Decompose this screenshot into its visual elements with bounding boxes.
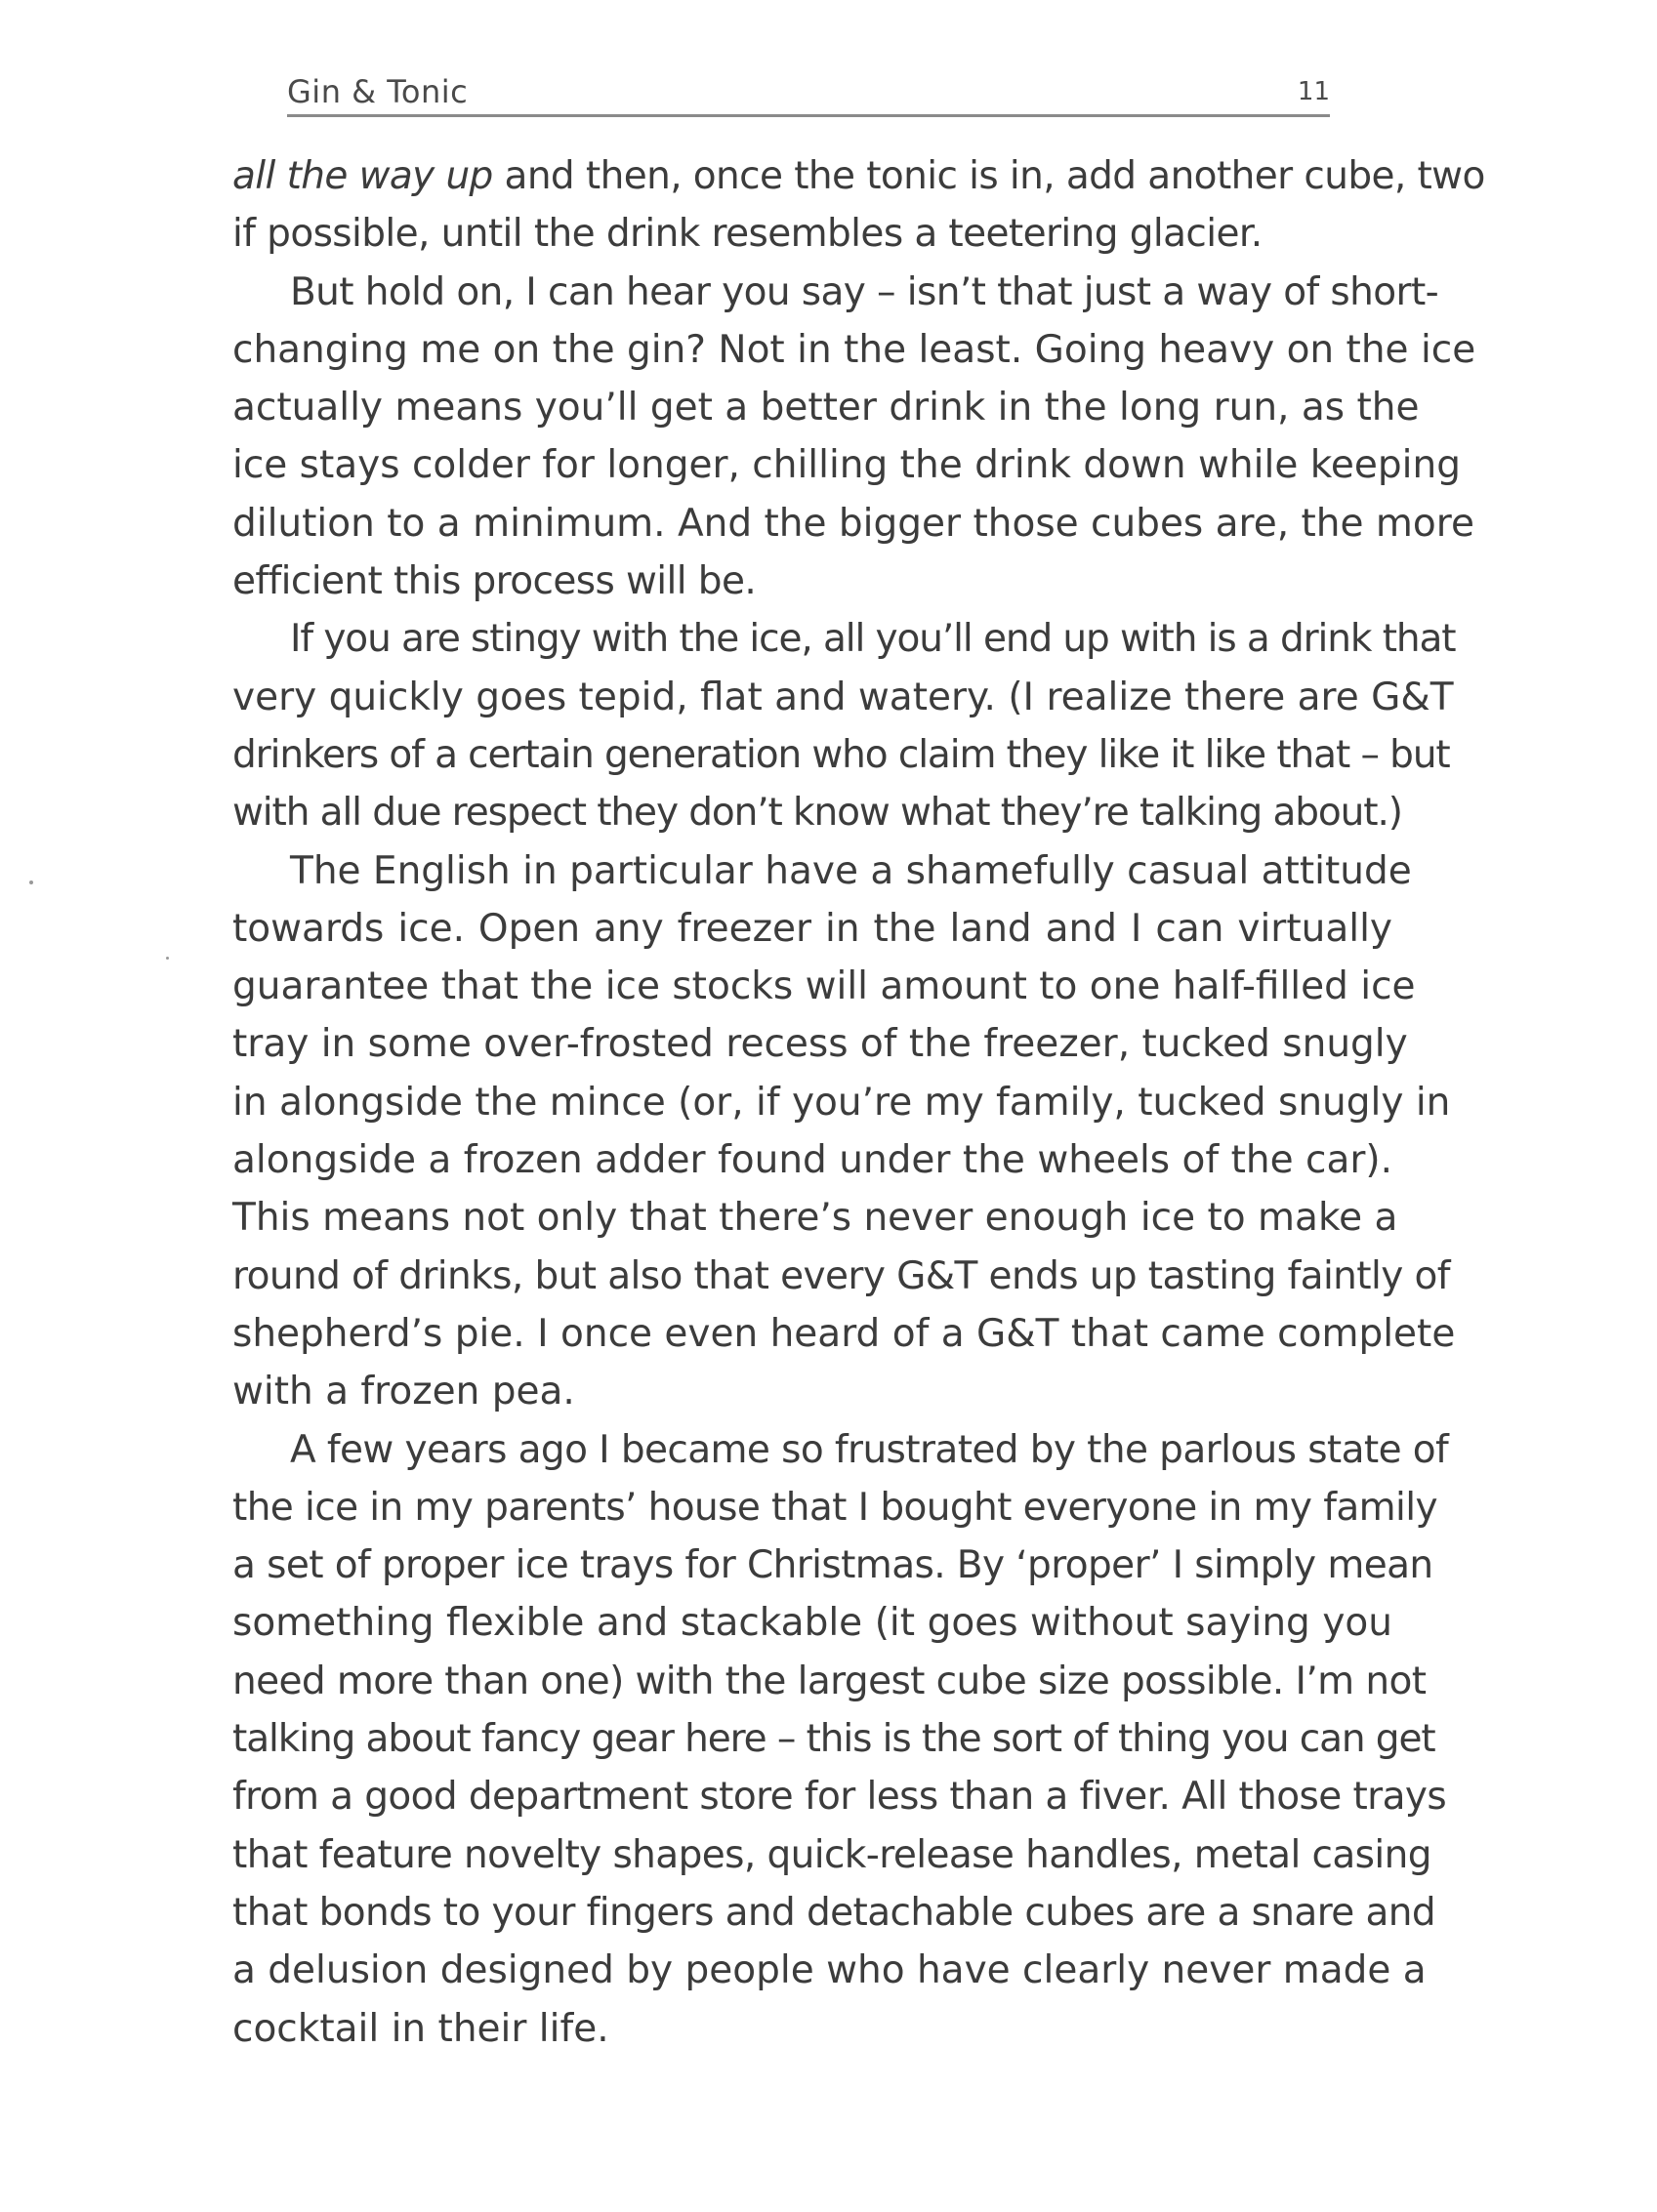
text-line: talking about fancy gear here – this is the sort of thing you can get [232, 1717, 1435, 1762]
text-line: with a frozen pea. [232, 1370, 575, 1414]
italic-phrase: all the way up [232, 154, 493, 198]
running-header [287, 72, 1330, 117]
text-line: that feature novelty shapes, quick-release handles, metal casing [232, 1832, 1431, 1877]
text-line: changing me on the gin? Not in the least. Going heavy on the ice [232, 327, 1476, 372]
paragraph-first-line: But hold on, I can hear you say – isn’t that just a way of short- [290, 269, 1439, 314]
text-line: This means not only that there’s never enough ice to make a [232, 1196, 1398, 1241]
text-line: all the way up and then, once the tonic is in, add another cube, two [232, 154, 1485, 198]
scan-speck [29, 881, 33, 884]
running-title: Gin & Tonic [287, 73, 469, 110]
text-line: towards ice. Open any freezer in the land and I can virtually [232, 906, 1392, 951]
paragraph-first-line: If you are stingy with the ice, all you’ll end up with is a drink that [290, 617, 1456, 662]
text-line: something flexible and stackable (it goes without saying you [232, 1601, 1392, 1646]
text-line: dilution to a minimum. And the bigger those cubes are, the more [232, 501, 1474, 546]
text-line: the ice in my parents’ house that I bought everyone in my family [232, 1485, 1437, 1530]
page-number: 11 [1297, 77, 1330, 106]
body-text [232, 147, 1485, 2058]
scan-speck [166, 957, 169, 960]
text-line: guarantee that the ice stocks will amount to one half-filled ice [232, 964, 1416, 1009]
text-line: in alongside the mince (or, if you’re my family, tucked snugly in [232, 1080, 1451, 1125]
text-line: tray in some over-frosted recess of the freezer, tucked snugly [232, 1022, 1408, 1067]
text-line: a delusion designed by people who have clearly never made a [232, 1948, 1427, 1993]
text-line: efficient this process will be. [232, 559, 757, 604]
text-line: shepherd’s pie. I once even heard of a G&T that came complete [232, 1311, 1456, 1356]
text-line: need more than one) with the largest cube size possible. I’m not [232, 1659, 1427, 1703]
text-line: that bonds to your fingers and detachable cubes are a snare and [232, 1890, 1436, 1935]
paragraph-first-line: The English in particular have a shamefully casual attitude [290, 848, 1412, 893]
text-line: from a good department store for less than a fiver. All those trays [232, 1775, 1447, 1820]
text-line: round of drinks, but also that every G&T ends up tasting faintly of [232, 1253, 1450, 1298]
header-rule [287, 114, 1330, 117]
text-line: ice stays colder for longer, chilling the drink down while keeping [232, 443, 1461, 488]
paragraph-first-line: A few years ago I became so frustrated by the parlous state of [290, 1427, 1449, 1472]
text-line: with all due respect they don’t know what they’re talking about.) [232, 791, 1402, 836]
text-line: drinkers of a certain generation who claim they like it like that – but [232, 732, 1450, 777]
text-line: actually means you’ll get a better drink in the long run, as the [232, 386, 1420, 430]
text-line: cocktail in their life. [232, 2006, 609, 2051]
text-line: alongside a frozen adder found under the wheels of the car). [232, 1138, 1392, 1183]
text-line: a set of proper ice trays for Christmas. By ‘proper’ I simply mean [232, 1543, 1433, 1588]
text-line: if possible, until the drink resembles a teetering glacier. [232, 212, 1263, 257]
text-line: very quickly goes tepid, flat and watery. (I realize there are G&T [232, 675, 1454, 719]
